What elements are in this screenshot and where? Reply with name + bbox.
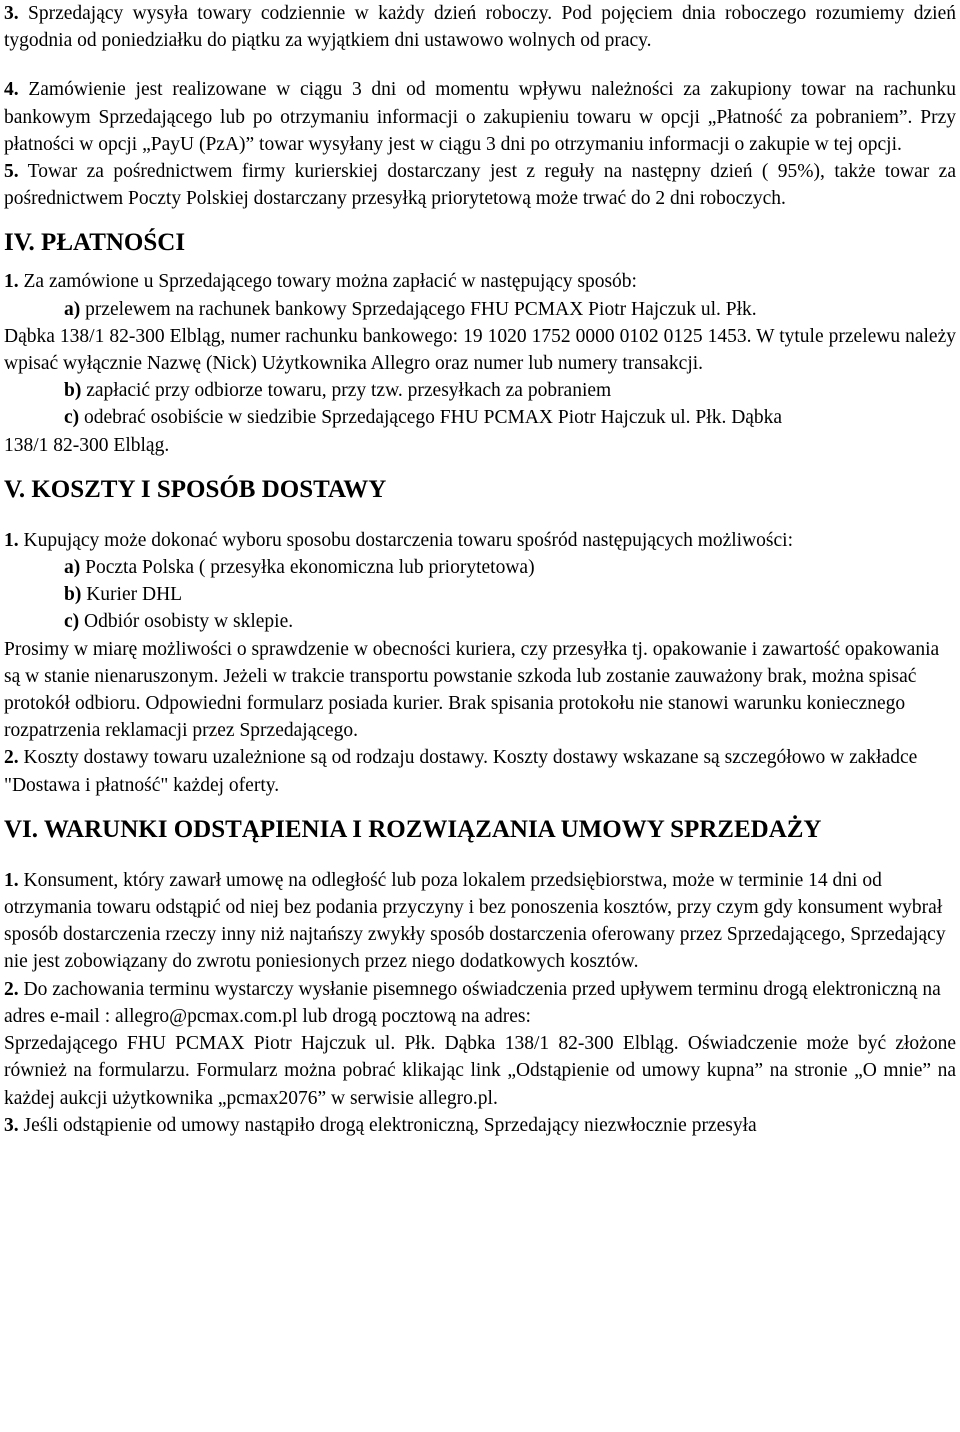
option-label: a) xyxy=(64,298,81,320)
payment-option-a-continued: Dąbka 138/1 82-300 Elbląg, numer rachunku bankowego: 19 1020 1752 0000 0102 0125 1453. W tytule przelewu należy wpisać wyłącznie Nazwę (Nick) Użytkownika Allegro oraz numer lub numery transakcji. xyxy=(4,325,956,375)
delivery-intro xyxy=(4,527,956,554)
paragraph-text: Kupujący może dokonać wyboru sposobu dostarczenia towaru spośród następujących możliwości: xyxy=(18,529,794,551)
section-heading-payments: IV. PŁATNOŚCI xyxy=(4,229,186,257)
paragraph-text: Konsument, który zawarł umowę na odległość lub poza lokalem przedsiębiorstwa, może w terminie 14 dni od otrzymania towaru odstąpić od niej bez podania przyczyny i bez ponoszenia kosztów, przy czym gdy konsument wybrał sposób dostarczenia rzeczy inny niż najtańszy zwykły sposób dostarczenia oferowany przez Sprzedającego, Sprzedający nie jest zobowiązany do zwrotu poniesionych przez niego dodatkowych kosztów. xyxy=(4,869,946,973)
option-text: Kurier DHL xyxy=(81,584,183,606)
paragraph-text: Za zamówione u Sprzedającego towary można zapłacić w następujący sposób: xyxy=(18,271,637,293)
payment-option-b xyxy=(4,377,956,404)
option-text: odebrać osobiście w siedzibie Sprzedającego FHU PCMAX Piotr Hajczuk ul. Płk. Dąbka xyxy=(79,407,783,429)
payment-option-c-continued: 138/1 82-300 Elbląg. xyxy=(4,434,170,456)
withdrawal-paragraph-2-continued: Sprzedającego FHU PCMAX Piotr Hajczuk ul. Płk. Dąbka 138/1 82-300 Elbląg. Oświadczenie może być złożone również na formularzu. Formularz można pobrać klikając link „Odstąpienie od umowy kupna” na stronie „O mnie” na każdej aukcji użytkownika „pcmax2076” w serwisie allegro.pl. xyxy=(4,1033,956,1109)
delivery-costs xyxy=(4,744,956,798)
option-label: b) xyxy=(64,380,82,402)
delivery-option-a xyxy=(4,554,956,581)
paragraph-number: 3. xyxy=(4,3,19,24)
paragraph-4 xyxy=(4,76,956,158)
section-heading-delivery: V. KOSZTY I SPOSÓB DOSTAWY xyxy=(4,475,387,503)
option-label: b) xyxy=(64,584,82,606)
option-text: Odbiór osobisty w sklepie. xyxy=(79,611,294,633)
payment-option-a xyxy=(4,296,956,323)
option-text: zapłacić przy odbiorze towaru, przy tzw. przesyłkach za pobraniem xyxy=(81,380,612,402)
paragraph-text: Koszty dostawy towaru uzależnione są od rodzaju dostawy. Koszty dostawy wskazane są szczegółowo w zakładce "Dostawa i płatność" każdej oferty. xyxy=(4,747,918,796)
paragraph-number: 3. xyxy=(4,1114,19,1136)
withdrawal-paragraph-3 xyxy=(4,1112,956,1139)
paragraph-number: 1. xyxy=(4,529,19,551)
option-text: przelewem na rachunek bankowy Sprzedającego FHU PCMAX Piotr Hajczuk ul. Płk. xyxy=(80,298,757,320)
paragraph-number: 2. xyxy=(4,978,19,1000)
delivery-note: Prosimy w miarę możliwości o sprawdzenie w obecności kuriera, czy przesyłka tj. opakowanie i zawartość opakowania są w stanie nienaruszonym. Jeżeli w trakcie transportu powstanie szkoda lub zostanie zauważony brak, można spisać protokół odbioru. Odpowiedni formularz posiada kurier. Brak spisania protokołu nie stanowi warunku koniecznego rozpatrzenia reklamacji przez Sprzedającego. xyxy=(4,638,940,742)
paragraph-text: Do zachowania terminu wystarczy wysłanie pisemnego oświadczenia przed upływem terminu drogą elektroniczną na adres e-mail : allegro@pcmax.com.pl lub drogą pocztową na adres: xyxy=(4,978,941,1027)
paragraph-text: Sprzedający wysyła towary codziennie w każdy dzień roboczy. Pod pojęciem dnia roboczego rozumiemy dzień tygodnia od poniedziałku do piątku za wyjątkiem dni ustawowo wolnych od pracy. xyxy=(4,3,956,52)
delivery-option-c xyxy=(4,608,956,635)
option-text: Poczta Polska ( przesyłka ekonomiczna lub priorytetowa) xyxy=(80,557,535,579)
delivery-option-b xyxy=(4,581,956,608)
paragraph-text: Jeśli odstąpienie od umowy nastąpiło drogą elektroniczną, Sprzedający niezwłocznie przesyła xyxy=(18,1114,757,1136)
withdrawal-paragraph-1 xyxy=(4,867,956,976)
option-label: a) xyxy=(64,557,81,579)
paragraph-number: 1. xyxy=(4,271,19,293)
payments-intro xyxy=(4,268,956,295)
paragraph-3 xyxy=(4,0,956,54)
payment-option-c xyxy=(4,404,956,431)
paragraph-number: 2. xyxy=(4,747,19,769)
paragraph-number: 5. xyxy=(4,161,19,183)
paragraph-5 xyxy=(4,158,956,212)
withdrawal-paragraph-2 xyxy=(4,976,956,1030)
paragraph-text: Towar za pośrednictwem firmy kurierskiej dostarczany jest z reguły na następny dzień ( 95%), także towar za pośrednictwem Poczty Polskiej dostarczany przesyłką priorytetową może trwać do 2 dni roboczych. xyxy=(4,161,956,210)
option-label: c) xyxy=(64,407,80,429)
paragraph-text: Zamówienie jest realizowane w ciągu 3 dni od momentu wpływu należności za zakupiony towar na rachunku bankowym Sprzedającego lub po otrzymaniu informacji o zakupieniu towaru w opcji „Płatność za pobraniem”. Przy płatności w opcji „PayU (PzA)” towar wysyłany jest w ciągu 3 dni po otrzymaniu informacji o zakupie w tej opcji. xyxy=(4,79,956,155)
section-heading-withdrawal: VI. WARUNKI ODSTĄPIENIA I ROZWIĄZANIA UMOWY SPRZEDAŻY xyxy=(4,815,822,843)
option-label: c) xyxy=(64,611,80,633)
paragraph-number: 4. xyxy=(4,79,19,101)
document-page xyxy=(4,0,956,1139)
paragraph-number: 1. xyxy=(4,869,19,891)
